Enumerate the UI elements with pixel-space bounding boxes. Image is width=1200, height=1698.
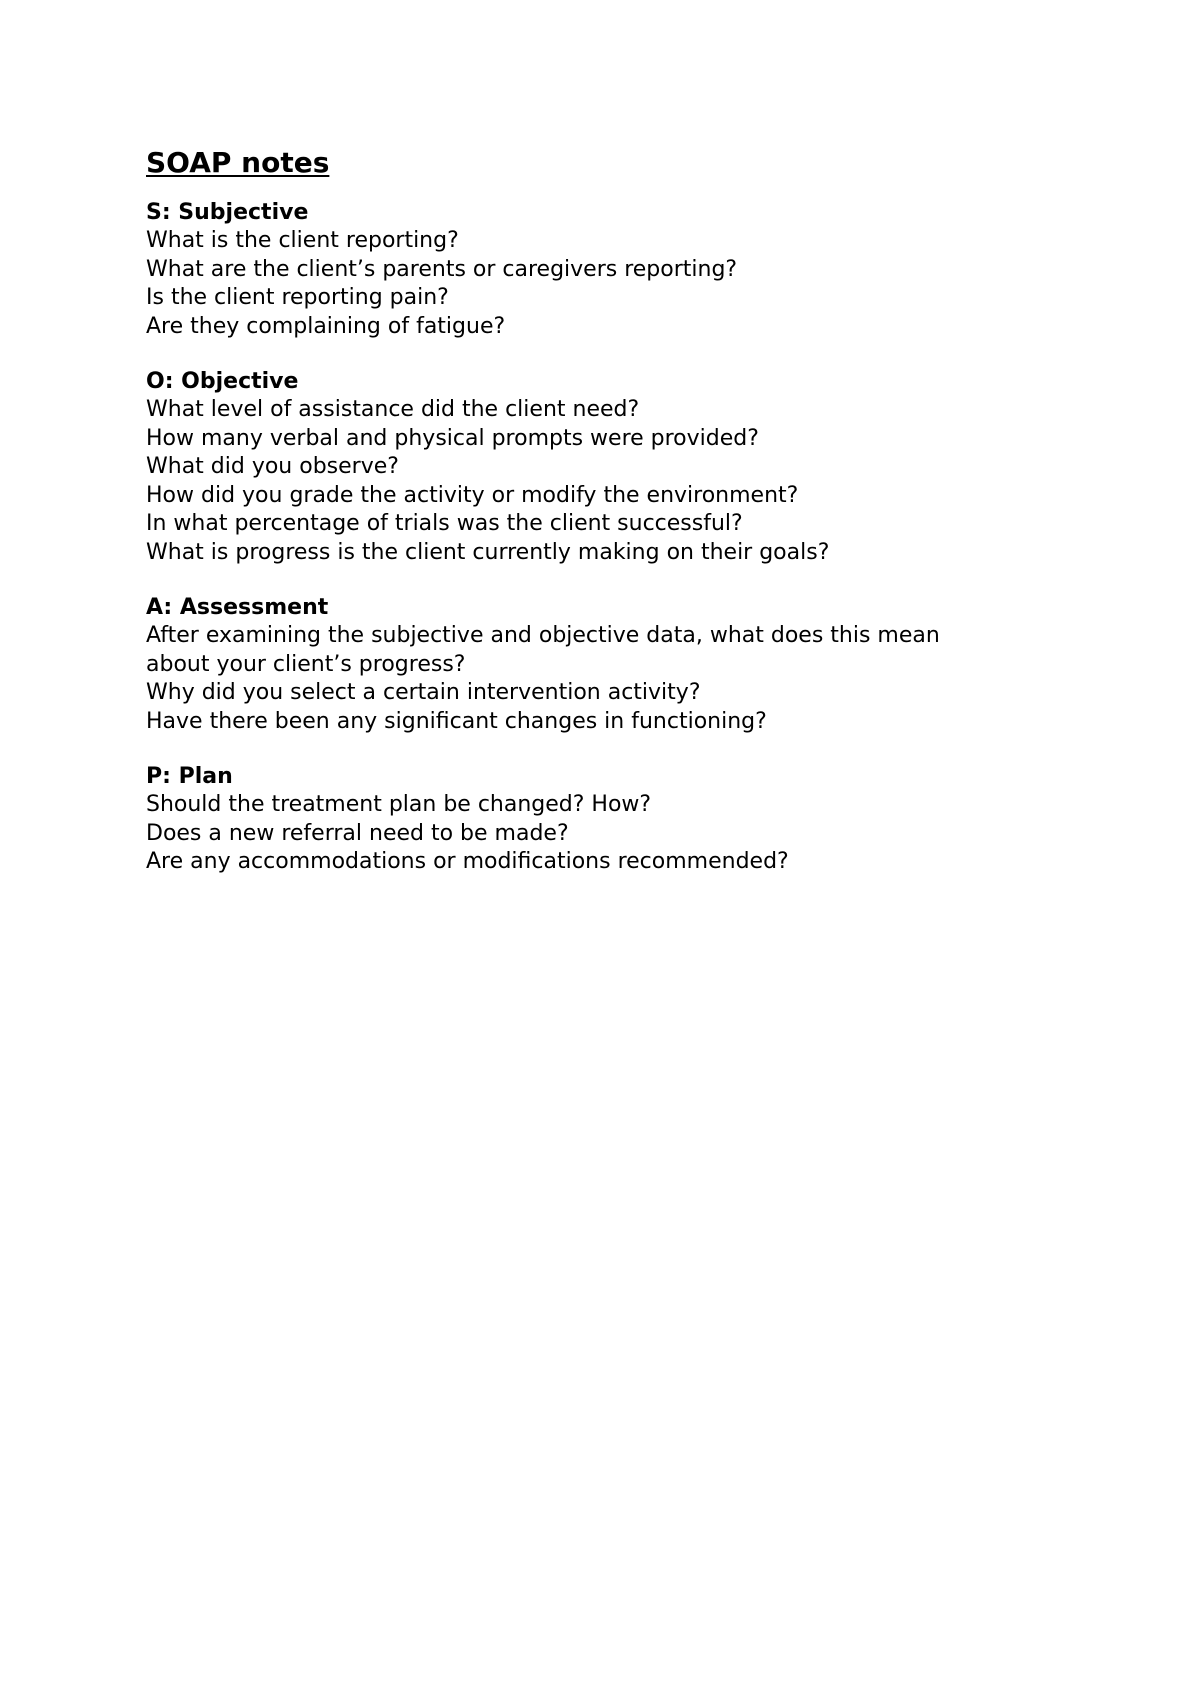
- section-line: What did you observe?: [146, 454, 399, 479]
- section-line: about your client’s progress?: [146, 651, 466, 677]
- section-line: Does a new referral need to be made?: [146, 820, 569, 846]
- section-line: Why did you select a certain intervention activity?: [146, 680, 701, 705]
- section-heading: P: Plan: [146, 764, 233, 789]
- section-objective: [146, 368, 1086, 567]
- section-line: What level of assistance did the client need?: [146, 397, 640, 422]
- document-title: SOAP notes: [146, 146, 330, 179]
- section-line: Is the client reporting pain?: [146, 285, 449, 310]
- section-line: How did you grade the activity or modify the environment?: [146, 482, 799, 508]
- section-line: Are any accommodations or modifications recommended?: [146, 849, 789, 874]
- section-assessment: [146, 594, 1086, 736]
- section-line: Have there been any significant changes in functioning?: [146, 708, 767, 734]
- section-line: What is progress is the client currently making on their goals?: [146, 539, 830, 565]
- section-line: Should the treatment plan be changed? How?: [146, 792, 652, 817]
- section-line: After examining the subjective and objective data, what does this mean: [146, 623, 940, 648]
- section-line: In what percentage of trials was the client successful?: [146, 511, 743, 536]
- section-line: What are the client’s parents or caregivers reporting?: [146, 256, 738, 282]
- section-line: How many verbal and physical prompts were provided?: [146, 425, 759, 451]
- document-page: [146, 145, 1086, 904]
- section-line: What is the client reporting?: [146, 228, 459, 253]
- section-heading: O: Objective: [146, 369, 299, 394]
- section-heading: S: Subjective: [146, 200, 309, 225]
- section-heading: A: Assessment: [146, 595, 329, 620]
- section-plan: [146, 763, 1086, 877]
- section-subjective: [146, 199, 1086, 341]
- section-line: Are they complaining of fatigue?: [146, 313, 506, 339]
